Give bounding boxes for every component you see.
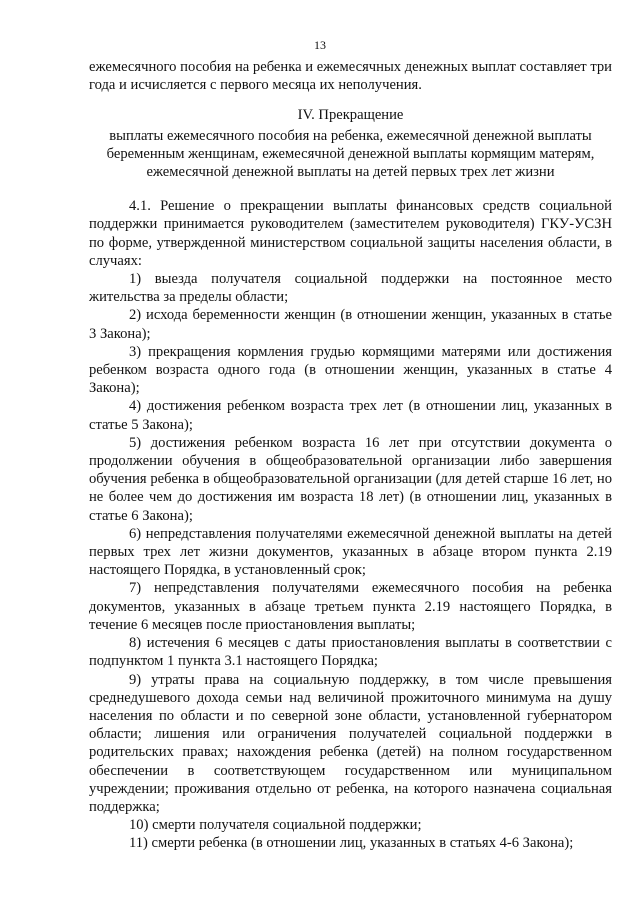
- list-item-1: 1) выезда получателя социальной поддержки на постоянное место жительства за пределы области;: [89, 271, 612, 306]
- section-subtitle-line: ежемесячной денежной выплаты на детей первых трех лет жизни: [146, 164, 555, 181]
- section-title: IV. Прекращение: [297, 107, 404, 124]
- list-item-4: 4) достижения ребенком возраста трех лет (в отношении лиц, указанных в статье 5 Закона);: [89, 398, 612, 433]
- list-item-8: 8) истечения 6 месяцев с даты приостановления выплаты в соответствии с подпунктом 1 пункта 3.1 настоящего Порядка;: [89, 635, 612, 670]
- section-subtitle-line: выплаты ежемесячного пособия на ребенка, ежемесячной денежной выплаты: [109, 127, 592, 144]
- list-item-2: 2) исхода беременности женщин (в отношении женщин, указанных в статье 3 Закона);: [89, 307, 612, 342]
- document-body: [89, 58, 612, 853]
- list-item-5: 5) достижения ребенком возраста 16 лет при отсутствии документа о продолжении обучения в общеобразовательной организации либо завершения обучения ребенка в общеобразовательной организации (для детей старше 16 лет, но не более чем до достижения им возраста 18 лет) (в отношении лиц, указанных в статье 6 Закона);: [89, 434, 612, 524]
- list-item-6: 6) непредставления получателями ежемесячной денежной выплаты на детей первых трех лет жизни документов, указанных в абзаце втором пункта 2.19 настоящего Порядка, в установленный срок;: [89, 525, 612, 579]
- list-item-9: 9) утраты права на социальную поддержку, в том числе превышения среднедушевого дохода семьи над величиной прожиточного минимума на душу населения по области и по северной зоне области, установленной губернатором области; лишения или ограничения получателей социальной поддержки в родительских правах; нахождения ребенка (детей) на полном государственном обеспечении в соответствующем государственном или муниципальном учреждении; проживания отдельно от ребенка, на которого назначена социальная поддержка;: [89, 671, 612, 815]
- list-item-3: 3) прекращения кормления грудью кормящими матерями или достижения ребенком возраста одного года (в отношении женщин, указанных в статье 4 Закона);: [89, 343, 612, 397]
- page-number: 13: [314, 38, 326, 52]
- list-item-11: 11) смерти ребенка (в отношении лиц, указанных в статьях 4-6 Закона);: [129, 835, 574, 852]
- list-item-10: 10) смерти получателя социальной поддержки;: [129, 817, 422, 834]
- section-subtitle-line: беременным женщинам, ежемесячной денежной выплаты кормящим матерям,: [106, 145, 595, 162]
- list-item-7: 7) непредставления получателями ежемесячного пособия на ребенка документов, указанных в абзаце третьем пункта 2.19 настоящего Порядка, в течение 6 месяцев после приостановления выплаты;: [89, 580, 612, 633]
- section-heading: [89, 106, 612, 181]
- intro-paragraph: ежемесячного пособия на ребенка и ежемесячных денежных выплат составляет три года и исчисляется с первого месяца их неполучения.: [89, 59, 612, 94]
- clause-4-1: 4.1. Решение о прекращении выплаты финансовых средств социальной поддержки принимается руководителем (заместителем руководителя) ГКУ-УСЗН по форме, утвержденной министерством социальной защиты населения области, в случаях:: [89, 198, 612, 269]
